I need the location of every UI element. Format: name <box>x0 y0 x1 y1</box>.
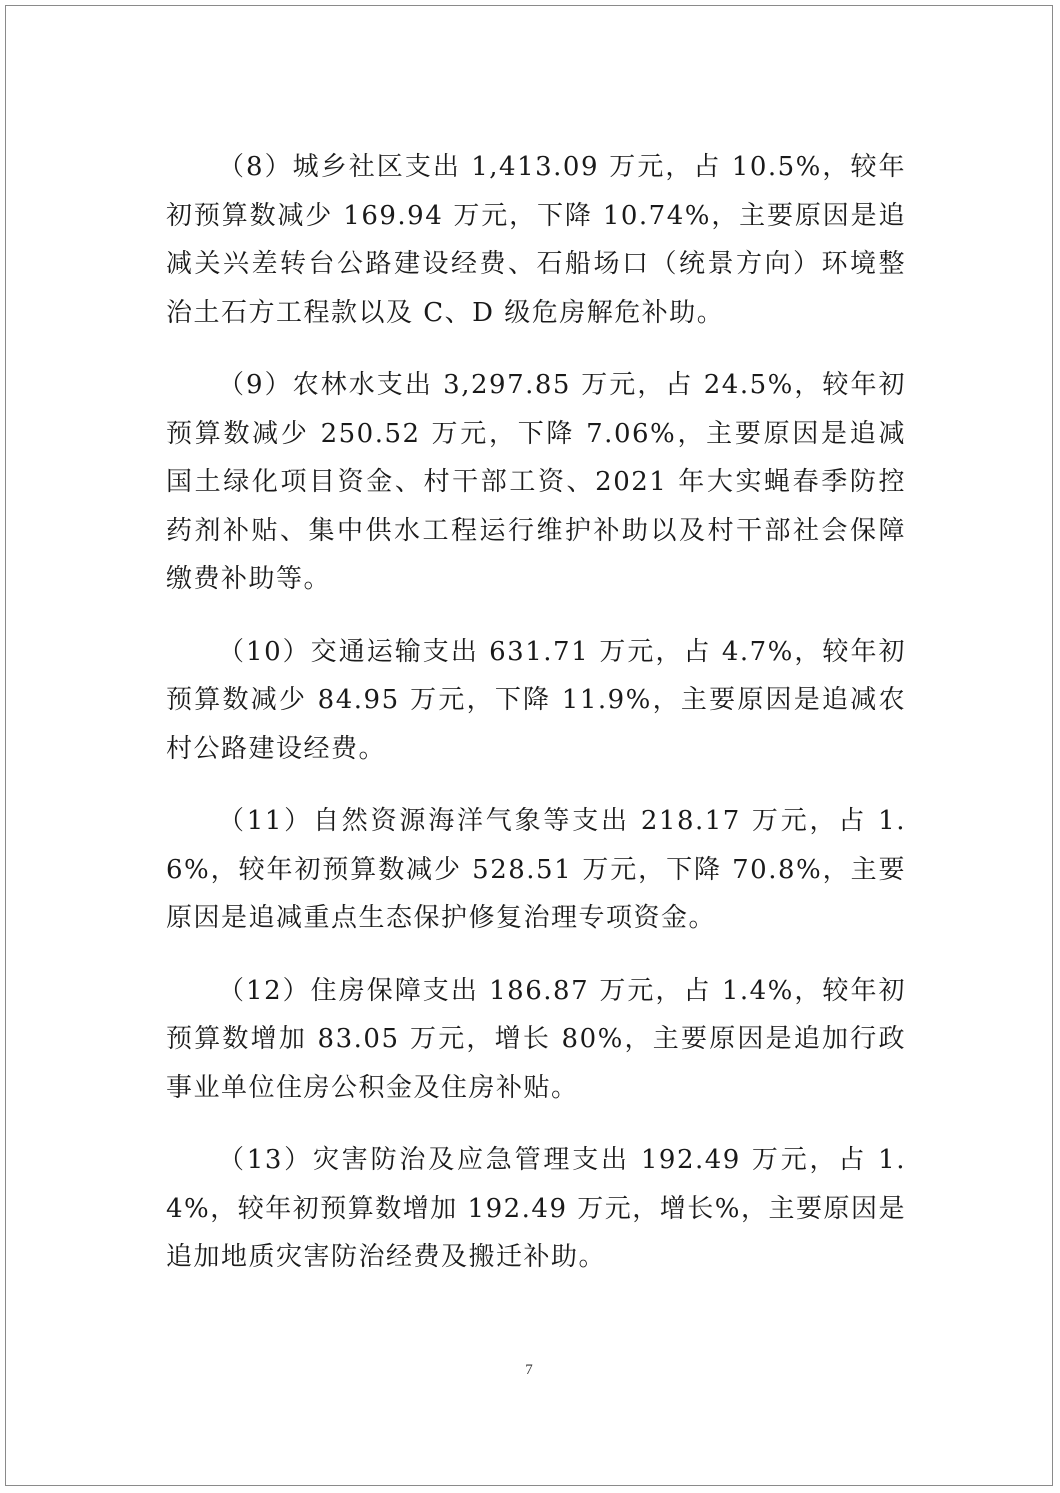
paragraph-item-11: （11）自然资源海洋气象等支出 218.17 万元，占 1.6%，较年初预算数减少 528.51 万元，下降 70.8%，主要原因是追减重点生态保护修复治理专项资金。 <box>166 806 906 933</box>
page-number: 7 <box>525 1362 533 1378</box>
paragraph-item-10: （10）交通运输支出 631.71 万元，占 4.7%，较年初预算数减少 84.95 万元，下降 11.9%，主要原因是追减农村公路建设经费。 <box>166 636 906 764</box>
document-body <box>166 143 906 1306</box>
paragraph-item-12: （12）住房保障支出 186.87 万元，占 1.4%，较年初预算数增加 83.05 万元，增长 80%，主要原因是追加行政事业单位住房公积金及住房补贴。 <box>166 975 906 1103</box>
paragraph-item-13: （13）灾害防治及应急管理支出 192.49 万元，占 1.4%，较年初预算数增加 192.49 万元，增长%，主要原因是追加地质灾害防治经费及搬迁补助。 <box>166 1145 906 1272</box>
paragraph-item-9: （9）农林水支出 3,297.85 万元，占 24.5%，较年初预算数减少 250.52 万元，下降 7.06%，主要原因是追减国土绿化项目资金、村干部工资、2021 年大实蝇春季防控药剂补贴、集中供水工程运行维护补助以及村干部社会保障缴费补助等。 <box>166 370 906 594</box>
paragraph-item-8: （8）城乡社区支出 1,413.09 万元，占 10.5%，较年初预算数减少 169.94 万元，下降 10.74%，主要原因是追减关兴差转台公路建设经费、石船场口（统景方向）环境整治土石方工程款以及 C、D 级危房解危补助。 <box>166 152 906 328</box>
document-page <box>5 5 1053 1486</box>
